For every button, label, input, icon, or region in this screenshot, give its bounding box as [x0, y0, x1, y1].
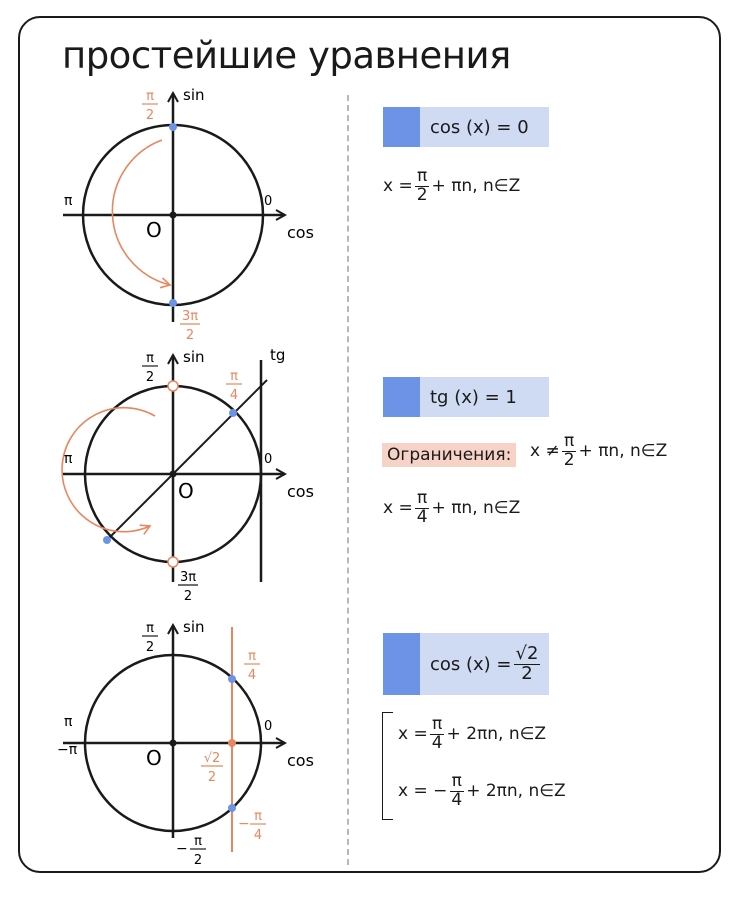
label-bottom-den: 2: [185, 328, 195, 343]
formula-lhs: x =: [398, 724, 428, 745]
solution-cos-zero: [383, 168, 520, 205]
fraction-numerator: π: [417, 166, 428, 186]
label-bottom-num: 3π: [181, 309, 199, 324]
label-zero: 0: [264, 452, 273, 467]
formula-rhs: + πn, n∈Z: [431, 498, 521, 519]
label-cos: cos: [287, 751, 314, 770]
label-bottom-num: 3π: [179, 570, 197, 585]
label-pi: π: [64, 451, 73, 467]
box-lhs: cos (x) =: [430, 653, 512, 675]
fraction-denominator: 4: [416, 506, 428, 527]
point-minus-pi-4: [228, 804, 236, 812]
formula-lhs: x ≠: [530, 441, 560, 462]
point-top: [169, 123, 177, 131]
solution-bracket: [382, 712, 393, 820]
page-title: простейшие уравнения: [62, 34, 511, 77]
label-angle-den: 4: [229, 388, 239, 403]
equation-box-cos-zero: [383, 107, 549, 147]
point-bottom: [169, 299, 177, 307]
formula-rhs: + 2πn, n∈Z: [446, 724, 547, 745]
fraction-numerator: √2: [515, 642, 539, 664]
label-top-den: 2: [145, 108, 155, 123]
fraction-denominator: 2: [521, 662, 533, 684]
diagram-tg-one: [62, 346, 314, 604]
fraction-numerator: π: [417, 488, 428, 508]
fraction-numerator: π: [564, 431, 575, 451]
equation-box-cos-root2: [383, 633, 549, 695]
formula-fraction: [415, 490, 430, 527]
solution-cos-root2-first: [398, 716, 546, 753]
label-pt-bot-den: 4: [253, 828, 263, 843]
fraction-denominator: 2: [563, 449, 575, 470]
fraction-denominator: 4: [451, 789, 463, 810]
label-root-den: 2: [207, 770, 217, 785]
label-cos: cos: [287, 223, 314, 242]
equation-text: tg (x) = 1: [430, 386, 517, 408]
equation-accent: [383, 107, 420, 147]
label-origin: O: [146, 218, 162, 242]
formula-fraction: [415, 168, 430, 205]
label-root-num: √2: [203, 751, 221, 766]
label-bottom-den: 2: [183, 589, 193, 604]
rotation-arrow: [62, 408, 155, 532]
label-bottom-sign: −: [176, 841, 188, 857]
label-pt-top-den: 4: [247, 668, 257, 683]
label-top-num: π: [146, 351, 154, 366]
label-top-num: π: [146, 621, 154, 636]
label-sin: sin: [183, 618, 205, 636]
formula-lhs: x =: [383, 176, 413, 197]
label-minus-pi: −π: [57, 742, 78, 758]
fraction-numerator: π: [432, 714, 443, 734]
restriction-formula: [530, 433, 667, 470]
formula-fraction: [562, 433, 577, 470]
restrictions-label: Ограничения:: [382, 443, 516, 467]
formula-rhs: + πn, n∈Z: [431, 176, 521, 197]
label-pt-bot-num: π: [254, 809, 262, 824]
excluded-point-top: [168, 381, 178, 391]
point-pi-4: [229, 409, 237, 417]
solution-cos-root2-second: [398, 773, 566, 810]
label-top-den: 2: [145, 370, 155, 385]
equation-accent: [383, 377, 420, 417]
box-fraction: [514, 642, 541, 684]
origin-point: [170, 471, 177, 478]
label-sin: sin: [183, 86, 205, 104]
label-zero: 0: [264, 194, 273, 209]
label-bottom-num: π: [194, 834, 202, 849]
label-top-num: π: [146, 89, 154, 104]
label-sin: sin: [183, 348, 205, 366]
label-top-den: 2: [145, 640, 155, 655]
equation-text: cos (x) = 0: [430, 116, 529, 138]
equation-box-tg-one: [383, 377, 549, 417]
formula-lhs: x = −: [398, 781, 448, 802]
label-bottom-den: 2: [193, 853, 203, 868]
formula-lhs: x =: [383, 498, 413, 519]
label-pt-top-num: π: [248, 649, 256, 664]
label-origin: O: [178, 479, 194, 503]
diagram-cos-zero: [63, 86, 314, 343]
point-root2: [228, 739, 236, 747]
label-pi: π: [64, 193, 73, 209]
label-angle-num: π: [230, 369, 238, 384]
equation-accent: [383, 633, 420, 695]
origin-point: [170, 212, 177, 219]
fraction-denominator: 4: [431, 732, 443, 753]
diagram-cos-root2: [57, 618, 314, 868]
solution-tg-one: [383, 490, 520, 527]
label-pt-bot-sign: −: [238, 816, 250, 832]
excluded-point-bottom: [168, 557, 178, 567]
label-tg: tg: [270, 346, 286, 364]
label-cos: cos: [287, 482, 314, 501]
origin-point: [170, 740, 177, 747]
point-5pi-4: [103, 536, 111, 544]
equation-text: [430, 633, 542, 695]
formula-fraction: [430, 716, 445, 753]
label-zero: 0: [264, 719, 273, 734]
label-origin: O: [146, 746, 162, 770]
label-pi: π: [64, 714, 73, 730]
tangent-line: [107, 380, 267, 540]
formula-rhs: + πn, n∈Z: [578, 441, 668, 462]
fraction-numerator: π: [451, 771, 462, 791]
formula-rhs: + 2πn, n∈Z: [466, 781, 566, 802]
point-pi-4: [228, 675, 236, 683]
fraction-denominator: 2: [416, 184, 428, 205]
formula-fraction: [449, 773, 464, 810]
rotation-arrow: [112, 140, 170, 285]
